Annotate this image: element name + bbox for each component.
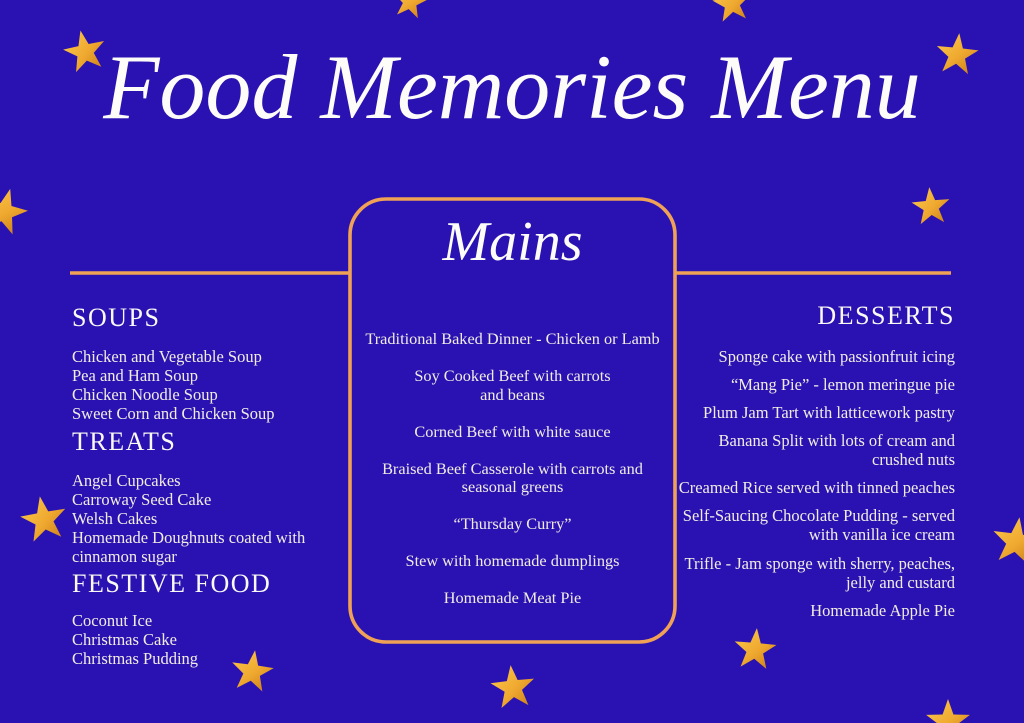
menu-item: Plum Jam Tart with latticework pastry xyxy=(703,402,955,422)
menu-item: Pea and Ham Soup xyxy=(72,365,199,385)
page-title: Food Memories Menu xyxy=(103,36,921,138)
menu-item: Welsh Cakes xyxy=(72,508,158,528)
menu-item: “Thursday Curry” xyxy=(453,514,572,534)
menu-item: Christmas Cake xyxy=(72,629,177,649)
desserts-heading: DESSERTS xyxy=(817,301,955,330)
menu-item: Chicken Noodle Soup xyxy=(72,384,218,404)
menu-item: Banana Split with lots of cream and crushed nuts xyxy=(718,430,955,469)
star-icon xyxy=(0,183,33,242)
star-icon xyxy=(488,663,539,714)
menu-item: Creamed Rice served with tinned peaches xyxy=(678,478,955,498)
star-icon xyxy=(731,626,779,674)
menu-item: Coconut Ice xyxy=(72,610,153,630)
menu-item: Homemade Apple Pie xyxy=(810,600,955,620)
star-icon xyxy=(909,185,952,228)
star-icon xyxy=(16,492,72,548)
soups-heading: SOUPS xyxy=(72,303,161,332)
menu-item: Chicken and Vegetable Soup xyxy=(72,346,262,366)
menu-item: Corned Beef with white sauce xyxy=(414,421,611,441)
menu-item: Self-Saucing Chocolate Pudding - served with vanilla ice cream xyxy=(682,506,955,545)
menu-item: Homemade Doughnuts coated with cinnamon sugar xyxy=(72,527,306,566)
menu-item: “Mang Pie” - lemon meringue pie xyxy=(730,374,955,394)
left-column xyxy=(72,302,354,668)
mains-section xyxy=(348,197,677,644)
menu-item: Angel Cupcakes xyxy=(72,470,181,490)
festive-food-heading: FESTIVE FOOD xyxy=(72,569,272,599)
menu-item: Traditional Baked Dinner - Chicken or Lamb xyxy=(365,329,660,348)
mains-items xyxy=(356,330,669,626)
mains-heading: Mains xyxy=(442,211,583,273)
menu-item: Sweet Corn and Chicken Soup xyxy=(72,403,275,423)
menu-item: Homemade Meat Pie xyxy=(443,588,582,608)
treats-heading: TREATS xyxy=(72,427,177,456)
desserts-column xyxy=(668,300,955,629)
star-icon xyxy=(988,514,1024,570)
menu-item: Christmas Pudding xyxy=(72,648,199,668)
star-icon xyxy=(925,699,971,723)
menu-item: Braised Beef Casserole with carrots and seasonal greens xyxy=(382,458,643,497)
menu-item: Stew with homemade dumplings xyxy=(405,551,620,571)
menu-item: Sponge cake with passionfruit icing xyxy=(718,346,955,366)
menu-item: Soy Cooked Beef with carrots and beans xyxy=(414,365,611,404)
menu-item: Trifle - Jam sponge with sherry, peaches, jelly and custard xyxy=(684,553,955,592)
menu-item: Carroway Seed Cake xyxy=(72,489,212,509)
